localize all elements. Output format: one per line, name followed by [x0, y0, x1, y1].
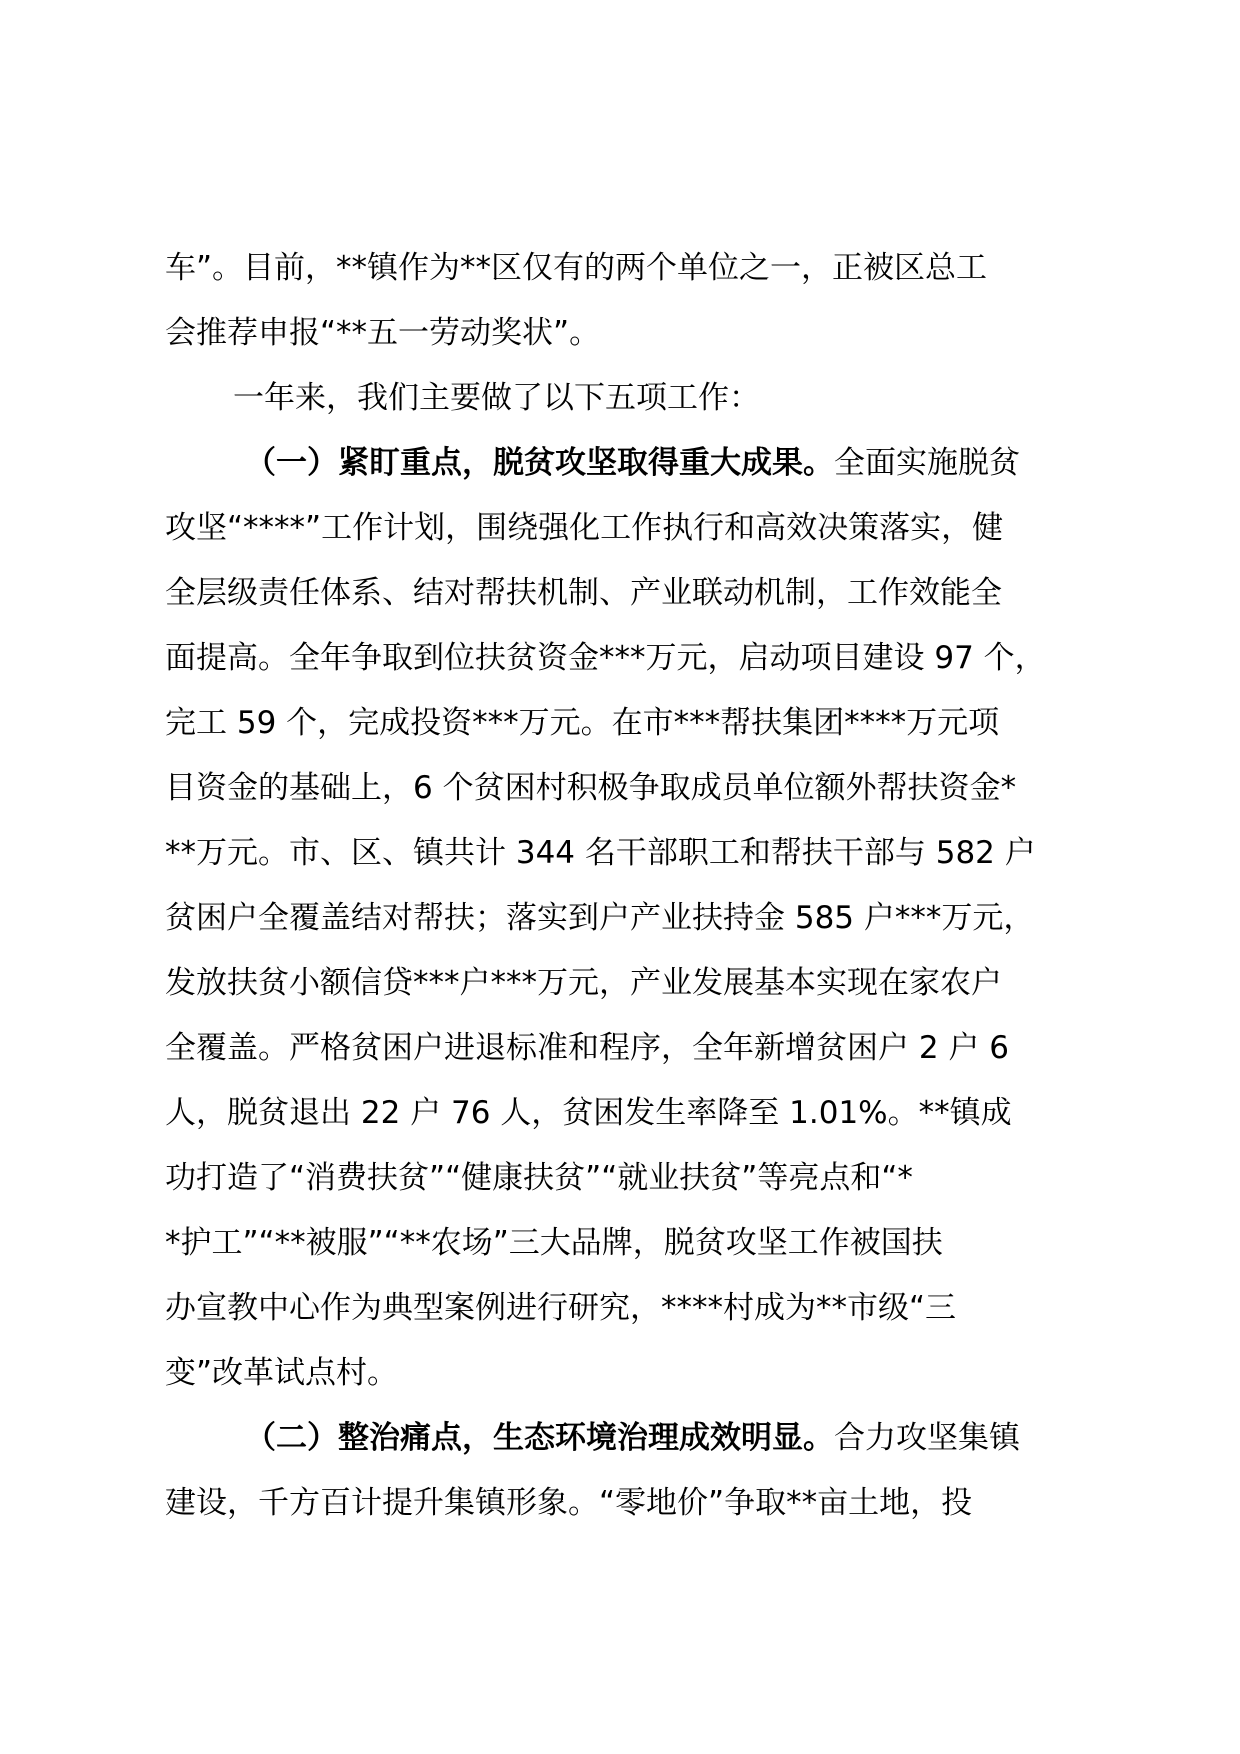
paragraph-line: 人，脱贫退出 22 户 76 人，贫困发生率降至 1.01%。**镇成	[165, 1095, 1012, 1131]
paragraph-line: 发放扶贫小额信贷***户***万元，产业发展基本实现在家农户	[165, 965, 1002, 1001]
paragraph-line: 建设，千方百计提升集镇形象。“零地价”争取**亩土地，投	[165, 1485, 973, 1521]
paragraph-line: 办宣教中心作为典型案例进行研究，****村成为**市级“三	[165, 1290, 957, 1326]
paragraph-line: 一年来，我们主要做了以下五项工作：	[233, 380, 760, 416]
paragraph-line: **万元。市、区、镇共计 344 名干部职工和帮扶干部与 582 户	[165, 835, 1036, 871]
paragraph-line: 攻坚“****”工作计划，围绕强化工作执行和高效决策落实，健	[165, 510, 1004, 546]
document-body	[165, 236, 1085, 1536]
paragraph-line: 目资金的基础上，6 个贫困村积极争取成员单位额外帮扶资金*	[165, 770, 1017, 806]
paragraph-text: 合力攻坚集镇	[834, 1420, 1020, 1456]
paragraph-line: 车”。目前，**镇作为**区仅有的两个单位之一，正被区总工	[165, 250, 988, 286]
paragraph-line: 功打造了“消费扶贫”“健康扶贫”“就业扶贫”等亮点和“*	[165, 1160, 913, 1196]
paragraph-text: 全面实施脱贫	[834, 445, 1020, 481]
paragraph-line: 全覆盖。严格贫困户进退标准和程序，全年新增贫困户 2 户 6	[165, 1030, 1010, 1066]
paragraph-line: 贫困户全覆盖结对帮扶；落实到户产业扶持金 585 户***万元，	[165, 900, 1035, 936]
section-heading-line	[165, 1406, 1085, 1471]
section-heading: （二）整治痛点，生态环境治理成效明显。	[245, 1420, 834, 1456]
paragraph-line: 变”改革试点村。	[165, 1355, 399, 1391]
section-heading: （一）紧盯重点，脱贫攻坚取得重大成果。	[245, 445, 834, 481]
paragraph-line: 完工 59 个，完成投资***万元。在市***帮扶集团****万元项	[165, 705, 1000, 741]
paragraph-line: 全层级责任体系、结对帮扶机制、产业联动机制，工作效能全	[165, 575, 1002, 611]
paragraph-line: 会推荐申报“**五一劳动奖状”。	[165, 315, 601, 351]
paragraph-line: 面提高。全年争取到位扶贫资金***万元，启动项目建设 97 个，	[165, 640, 1046, 676]
paragraph-line: *护工”“**被服”“**农场”三大品牌，脱贫攻坚工作被国扶	[165, 1225, 943, 1261]
section-heading-line	[165, 431, 1085, 496]
